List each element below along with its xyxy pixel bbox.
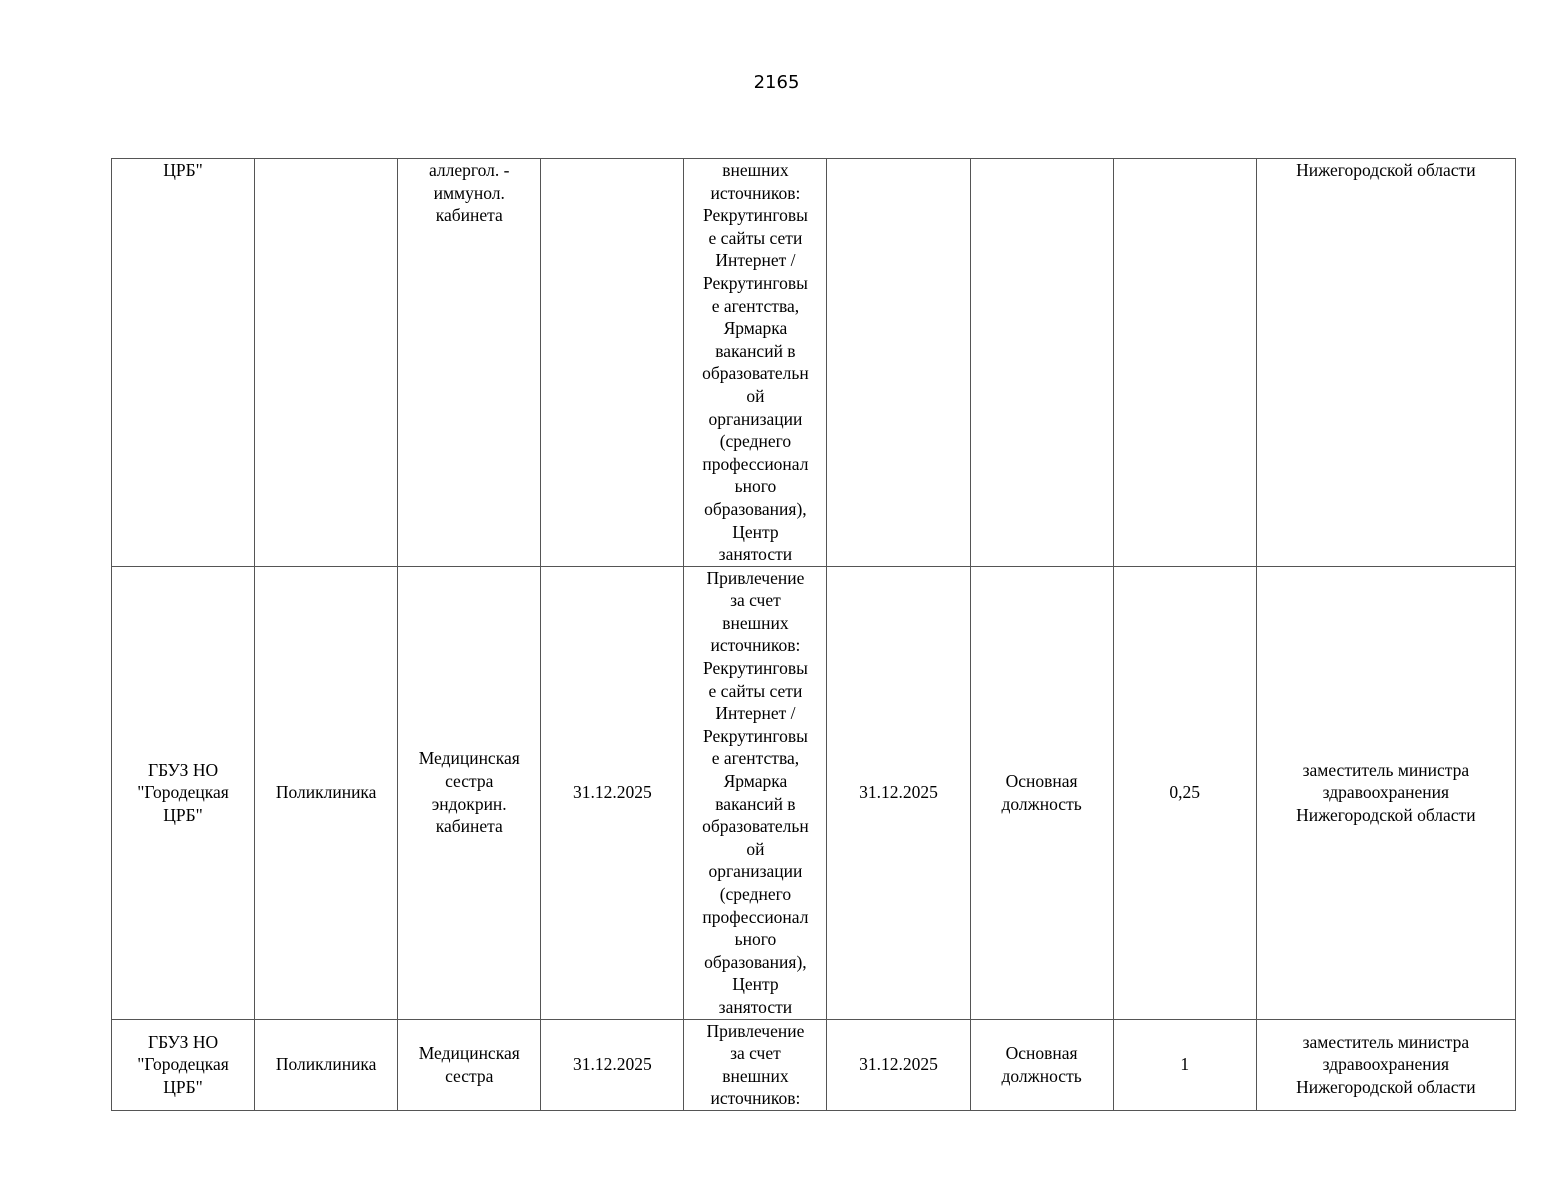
rate-cell xyxy=(1113,159,1256,567)
org-cell: ГБУЗ НО "Городецкая ЦРБ" xyxy=(112,1019,255,1110)
date-to-cell: 31.12.2025 xyxy=(827,1019,970,1110)
table-row xyxy=(112,566,1516,1019)
date-from-cell: 31.12.2025 xyxy=(541,566,684,1019)
department-cell xyxy=(255,159,398,567)
table-row xyxy=(112,1019,1516,1110)
department-cell: Поликлиника xyxy=(255,1019,398,1110)
position-cell: Медицинская сестра эндокрин. кабинета xyxy=(398,566,541,1019)
position-cell: Медицинская сестра xyxy=(398,1019,541,1110)
responsible-cell: заместитель министра здравоохранения Нижегородской области xyxy=(1256,1019,1515,1110)
rate-cell: 1 xyxy=(1113,1019,1256,1110)
source-cell: Привлечение за счет внешних источников: Рекрутинговы е сайты сети Интернет / Рекрутинговы е агентства, Ярмарка вакансий в образовательн ой организации (среднего профессионал ьного образования), Центр занятости xyxy=(684,566,827,1019)
org-cell: ГБУЗ НО "Городецкая ЦРБ" xyxy=(112,566,255,1019)
rate-cell: 0,25 xyxy=(1113,566,1256,1019)
employment-cell xyxy=(970,159,1113,567)
department-cell: Поликлиника xyxy=(255,566,398,1019)
date-from-cell: 31.12.2025 xyxy=(541,1019,684,1110)
org-cell: ЦРБ" xyxy=(112,159,255,567)
table-row xyxy=(112,159,1516,567)
date-from-cell xyxy=(541,159,684,567)
employment-cell: Основная должность xyxy=(970,566,1113,1019)
page-number: 2165 xyxy=(753,72,800,93)
date-to-cell: 31.12.2025 xyxy=(827,566,970,1019)
responsible-cell: заместитель министра здравоохранения Нижегородской области xyxy=(1256,566,1515,1019)
vacancy-table xyxy=(111,158,1516,1111)
date-to-cell xyxy=(827,159,970,567)
position-cell: аллергол. - иммунол. кабинета xyxy=(398,159,541,567)
source-cell: Привлечение за счет внешних источников: xyxy=(684,1019,827,1110)
employment-cell: Основная должность xyxy=(970,1019,1113,1110)
responsible-cell: Нижегородской области xyxy=(1256,159,1515,567)
source-cell: внешних источников: Рекрутинговы е сайты сети Интернет / Рекрутинговы е агентства, Ярмарка вакансий в образовательн ой организации (среднего профессионал ьного образования), Центр занятости xyxy=(684,159,827,567)
